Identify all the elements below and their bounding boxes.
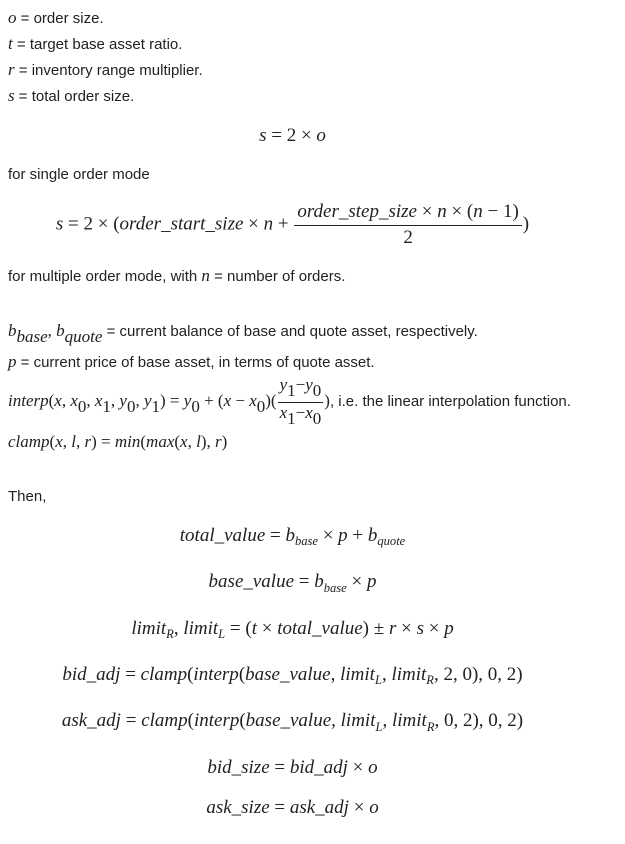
- fraction-denominator: [294, 225, 521, 251]
- fraction-numerator: [278, 375, 324, 401]
- math-variable: l: [71, 431, 76, 451]
- plain-text: = current price of base asset, in terms of quote asset.: [16, 354, 375, 372]
- math-variable: bid_adj: [289, 756, 348, 778]
- math-variable: ask_adj: [61, 710, 121, 732]
- math-variable: n: [201, 266, 210, 286]
- math-variable: x: [180, 431, 188, 451]
- math-operator: (: [48, 391, 55, 411]
- math-operator: (: [140, 431, 147, 451]
- math-subscript: L: [374, 673, 382, 688]
- math-operator: ×: [346, 571, 367, 593]
- math-operator: , 2, 0), 0, 2): [433, 664, 523, 686]
- equation-line: [8, 200, 577, 250]
- math-operator: ,: [62, 431, 72, 451]
- math-operator: ×: [423, 617, 445, 639]
- math-operator: −: [295, 375, 306, 395]
- math-variable: limit: [391, 664, 427, 686]
- math-variable: total_value: [179, 524, 266, 546]
- math-operator: = (: [225, 617, 252, 639]
- math-subscripted-variable: [131, 617, 174, 642]
- math-variable: b: [285, 524, 295, 546]
- math-operator: (: [187, 664, 194, 686]
- math-subscripted-variable: [279, 402, 296, 428]
- math-subscripted-variable: [305, 402, 322, 428]
- math-variable: x: [94, 391, 103, 411]
- plain-text: = order size.: [16, 10, 104, 27]
- math-variable: n: [437, 201, 447, 222]
- math-operator: )(: [265, 391, 277, 411]
- math-subscript: 0: [256, 397, 266, 417]
- math-subscript: R: [426, 719, 435, 734]
- math-variable: n: [263, 213, 274, 235]
- math-variable: s: [416, 617, 424, 639]
- math-variable: t: [8, 34, 13, 53]
- math-variable: clamp: [8, 431, 50, 451]
- math-subscripted-variable: [391, 710, 435, 734]
- text-line: [8, 263, 617, 289]
- math-subscripted-variable: [183, 617, 226, 642]
- math-operator: (: [187, 710, 194, 732]
- plain-text: Then,: [8, 487, 47, 505]
- math-subscript: R: [166, 627, 174, 642]
- math-subscripted-variable: [8, 321, 48, 347]
- math-variable: p: [444, 617, 454, 639]
- math-variable: p: [366, 571, 377, 593]
- math-variable: base_value: [208, 571, 295, 593]
- math-operator: ,: [47, 321, 57, 341]
- math-operator: −: [231, 391, 250, 411]
- math-subscript: quote: [64, 327, 103, 347]
- math-variable: base_value: [245, 664, 331, 686]
- math-variable: x: [70, 391, 78, 411]
- math-variable: o: [8, 8, 17, 27]
- math-operator: , 0, 2), 0, 2): [434, 710, 524, 732]
- math-variable: limit: [391, 710, 427, 732]
- math-variable: o: [368, 756, 378, 778]
- math-subscripted-variable: [279, 375, 296, 401]
- math-variable: order_start_size: [119, 213, 244, 235]
- math-operator: ,: [135, 391, 144, 411]
- math-subscripted-variable: [56, 321, 103, 347]
- math-operator: ,: [330, 664, 341, 686]
- equation-line: [8, 707, 577, 740]
- text-line: [8, 318, 617, 349]
- math-variable: clamp: [141, 710, 188, 732]
- math-variable: min: [114, 431, 141, 451]
- math-operator: ) =: [91, 431, 115, 451]
- math-variable: x: [249, 391, 257, 411]
- equation-line: [8, 661, 577, 694]
- math-subscript: 0: [191, 397, 200, 417]
- math-operator: ): [522, 213, 530, 235]
- math-subscript: L: [218, 627, 226, 642]
- math-subscripted-variable: [314, 571, 347, 595]
- math-subscripted-variable: [367, 524, 406, 549]
- math-operator: 2: [403, 226, 413, 248]
- math-operator: = 2 × (: [63, 213, 120, 235]
- math-operator: (: [174, 431, 181, 451]
- math-variable: order_step_size: [297, 201, 417, 222]
- math-operator: ,: [382, 710, 392, 732]
- text-line: [8, 484, 617, 509]
- equation-line: [8, 794, 577, 821]
- math-variable: r: [388, 617, 397, 639]
- math-variable: t: [251, 617, 257, 639]
- math-operator: ×: [396, 617, 417, 639]
- math-variable: o: [316, 125, 326, 146]
- math-operator: ) ±: [362, 617, 389, 639]
- math-variable: p: [338, 524, 348, 546]
- math-operator: =: [120, 664, 141, 686]
- text-line: [8, 162, 617, 187]
- math-operator: ): [324, 391, 330, 411]
- math-operator: ,: [173, 617, 184, 639]
- math-operator: ,: [187, 431, 197, 451]
- math-operator: +: [273, 213, 294, 235]
- math-variable: b: [8, 321, 17, 341]
- math-operator: ×: [243, 213, 264, 235]
- text-line: [8, 375, 617, 429]
- math-operator: =: [294, 571, 315, 593]
- plain-text: for multiple order mode, with: [8, 268, 202, 286]
- math-variable: y: [279, 375, 288, 395]
- math-subscript: 0: [126, 397, 136, 417]
- math-variable: limit: [183, 617, 219, 639]
- math-variable: l: [196, 431, 201, 451]
- math-subscripted-variable: [119, 391, 136, 417]
- math-subscripted-variable: [340, 664, 382, 688]
- math-subscript: 0: [312, 381, 322, 401]
- fraction-numerator: [294, 200, 521, 225]
- math-variable: s: [259, 125, 267, 146]
- math-operator: (: [239, 710, 246, 732]
- math-variable: ask_adj: [289, 796, 349, 818]
- plain-text: = current balance of base and quote asset, respectively.: [102, 323, 478, 341]
- math-variable: x: [55, 431, 63, 451]
- math-subscript: 0: [77, 397, 87, 417]
- math-operator: ,: [381, 664, 392, 686]
- math-operator: ): [221, 431, 228, 451]
- math-variable: b: [314, 571, 324, 593]
- math-variable: y: [143, 391, 152, 411]
- math-variable: n: [473, 201, 483, 222]
- text-line: [8, 83, 617, 109]
- math-subscript: R: [426, 673, 434, 688]
- math-variable: interp: [8, 391, 49, 411]
- math-variable: max: [146, 431, 175, 451]
- plain-text: for single order mode: [8, 166, 150, 183]
- fraction-denominator: [278, 402, 324, 429]
- plain-text: , i.e. the linear interpolation function.: [329, 393, 571, 411]
- math-operator: ),: [200, 431, 215, 451]
- math-subscript: base: [294, 534, 318, 549]
- math-variable: y: [119, 391, 127, 411]
- math-operator: + (: [199, 391, 224, 411]
- math-operator: (: [49, 431, 56, 451]
- math-fraction: [294, 200, 521, 250]
- math-operator: − 1): [482, 201, 519, 222]
- plain-text: = inventory range multiplier.: [14, 62, 203, 79]
- math-operator: = 2 ×: [266, 125, 317, 146]
- math-subscripted-variable: [285, 524, 318, 549]
- math-operator: ×: [416, 201, 438, 222]
- math-operator: =: [269, 796, 290, 818]
- math-operator: ,: [110, 391, 120, 411]
- math-variable: base_value: [245, 710, 332, 732]
- math-variable: clamp: [140, 664, 188, 686]
- equation-line: [8, 122, 577, 149]
- math-operator: +: [347, 524, 368, 546]
- math-subscripted-variable: [249, 391, 266, 417]
- math-variable: r: [215, 431, 222, 451]
- math-operator: ,: [331, 710, 341, 732]
- math-variable: x: [54, 391, 62, 411]
- math-variable: o: [369, 796, 379, 818]
- math-subscript: base: [16, 327, 48, 347]
- math-variable: r: [84, 431, 92, 451]
- equation-line: [8, 615, 577, 648]
- math-subscripted-variable: [305, 375, 322, 401]
- math-subscript: quote: [377, 534, 406, 549]
- math-variable: y: [305, 375, 313, 395]
- math-variable: s: [8, 86, 15, 105]
- plain-text: = target base asset ratio.: [12, 36, 183, 53]
- math-operator: =: [269, 756, 290, 778]
- math-subscript: base: [323, 580, 347, 595]
- math-variable: ask_size: [206, 796, 270, 818]
- math-operator: =: [120, 710, 142, 732]
- math-variable: x: [223, 391, 232, 411]
- math-operator: ,: [86, 391, 95, 411]
- math-subscripted-variable: [183, 391, 200, 417]
- plain-text: = number of orders.: [209, 268, 346, 286]
- math-variable: interp: [193, 664, 239, 686]
- math-subscript: 1: [151, 397, 161, 417]
- math-subscript: 0: [312, 408, 322, 428]
- math-variable: limit: [340, 710, 376, 732]
- math-variable: x: [279, 402, 288, 422]
- text-line: [8, 429, 617, 455]
- math-operator: ,: [76, 431, 85, 451]
- math-variable: b: [56, 321, 65, 341]
- math-operator: ×: [348, 796, 370, 818]
- math-variable: b: [367, 524, 378, 546]
- math-operator: −: [295, 402, 306, 422]
- plain-text: = total order size.: [14, 88, 135, 105]
- math-subscripted-variable: [70, 391, 87, 417]
- text-line: [8, 31, 617, 57]
- math-operator: =: [265, 524, 286, 546]
- math-operator: ) =: [160, 391, 184, 411]
- text-line: [8, 57, 617, 83]
- math-variable: limit: [340, 664, 375, 686]
- math-variable: x: [305, 402, 313, 422]
- math-subscripted-variable: [391, 664, 434, 688]
- math-variable: y: [183, 391, 192, 411]
- math-operator: (: [238, 664, 246, 686]
- math-subscript: 1: [287, 381, 296, 401]
- equation-line: [8, 568, 577, 601]
- math-operator: ,: [61, 391, 71, 411]
- text-line: [8, 349, 617, 375]
- math-subscript: 1: [102, 397, 111, 417]
- math-variable: p: [8, 352, 17, 372]
- math-subscripted-variable: [94, 391, 111, 417]
- math-subscript: 1: [287, 408, 296, 428]
- math-variable: limit: [131, 617, 167, 639]
- math-variable: bid_size: [207, 756, 270, 778]
- math-operator: ×: [347, 756, 369, 778]
- math-subscripted-variable: [340, 710, 383, 734]
- math-fraction: [278, 375, 324, 429]
- equation-line: [8, 522, 577, 555]
- math-variable: interp: [193, 710, 240, 732]
- math-variable: r: [8, 60, 15, 79]
- text-line: [8, 5, 617, 31]
- math-operator: ×: [256, 617, 278, 639]
- math-variable: s: [55, 213, 64, 235]
- math-subscript: L: [375, 719, 383, 734]
- math-operator: ×: [317, 524, 339, 546]
- math-subscripted-variable: [143, 391, 161, 417]
- math-variable: bid_adj: [62, 664, 121, 686]
- math-operator: × (: [446, 201, 474, 222]
- math-variable: total_value: [277, 617, 363, 639]
